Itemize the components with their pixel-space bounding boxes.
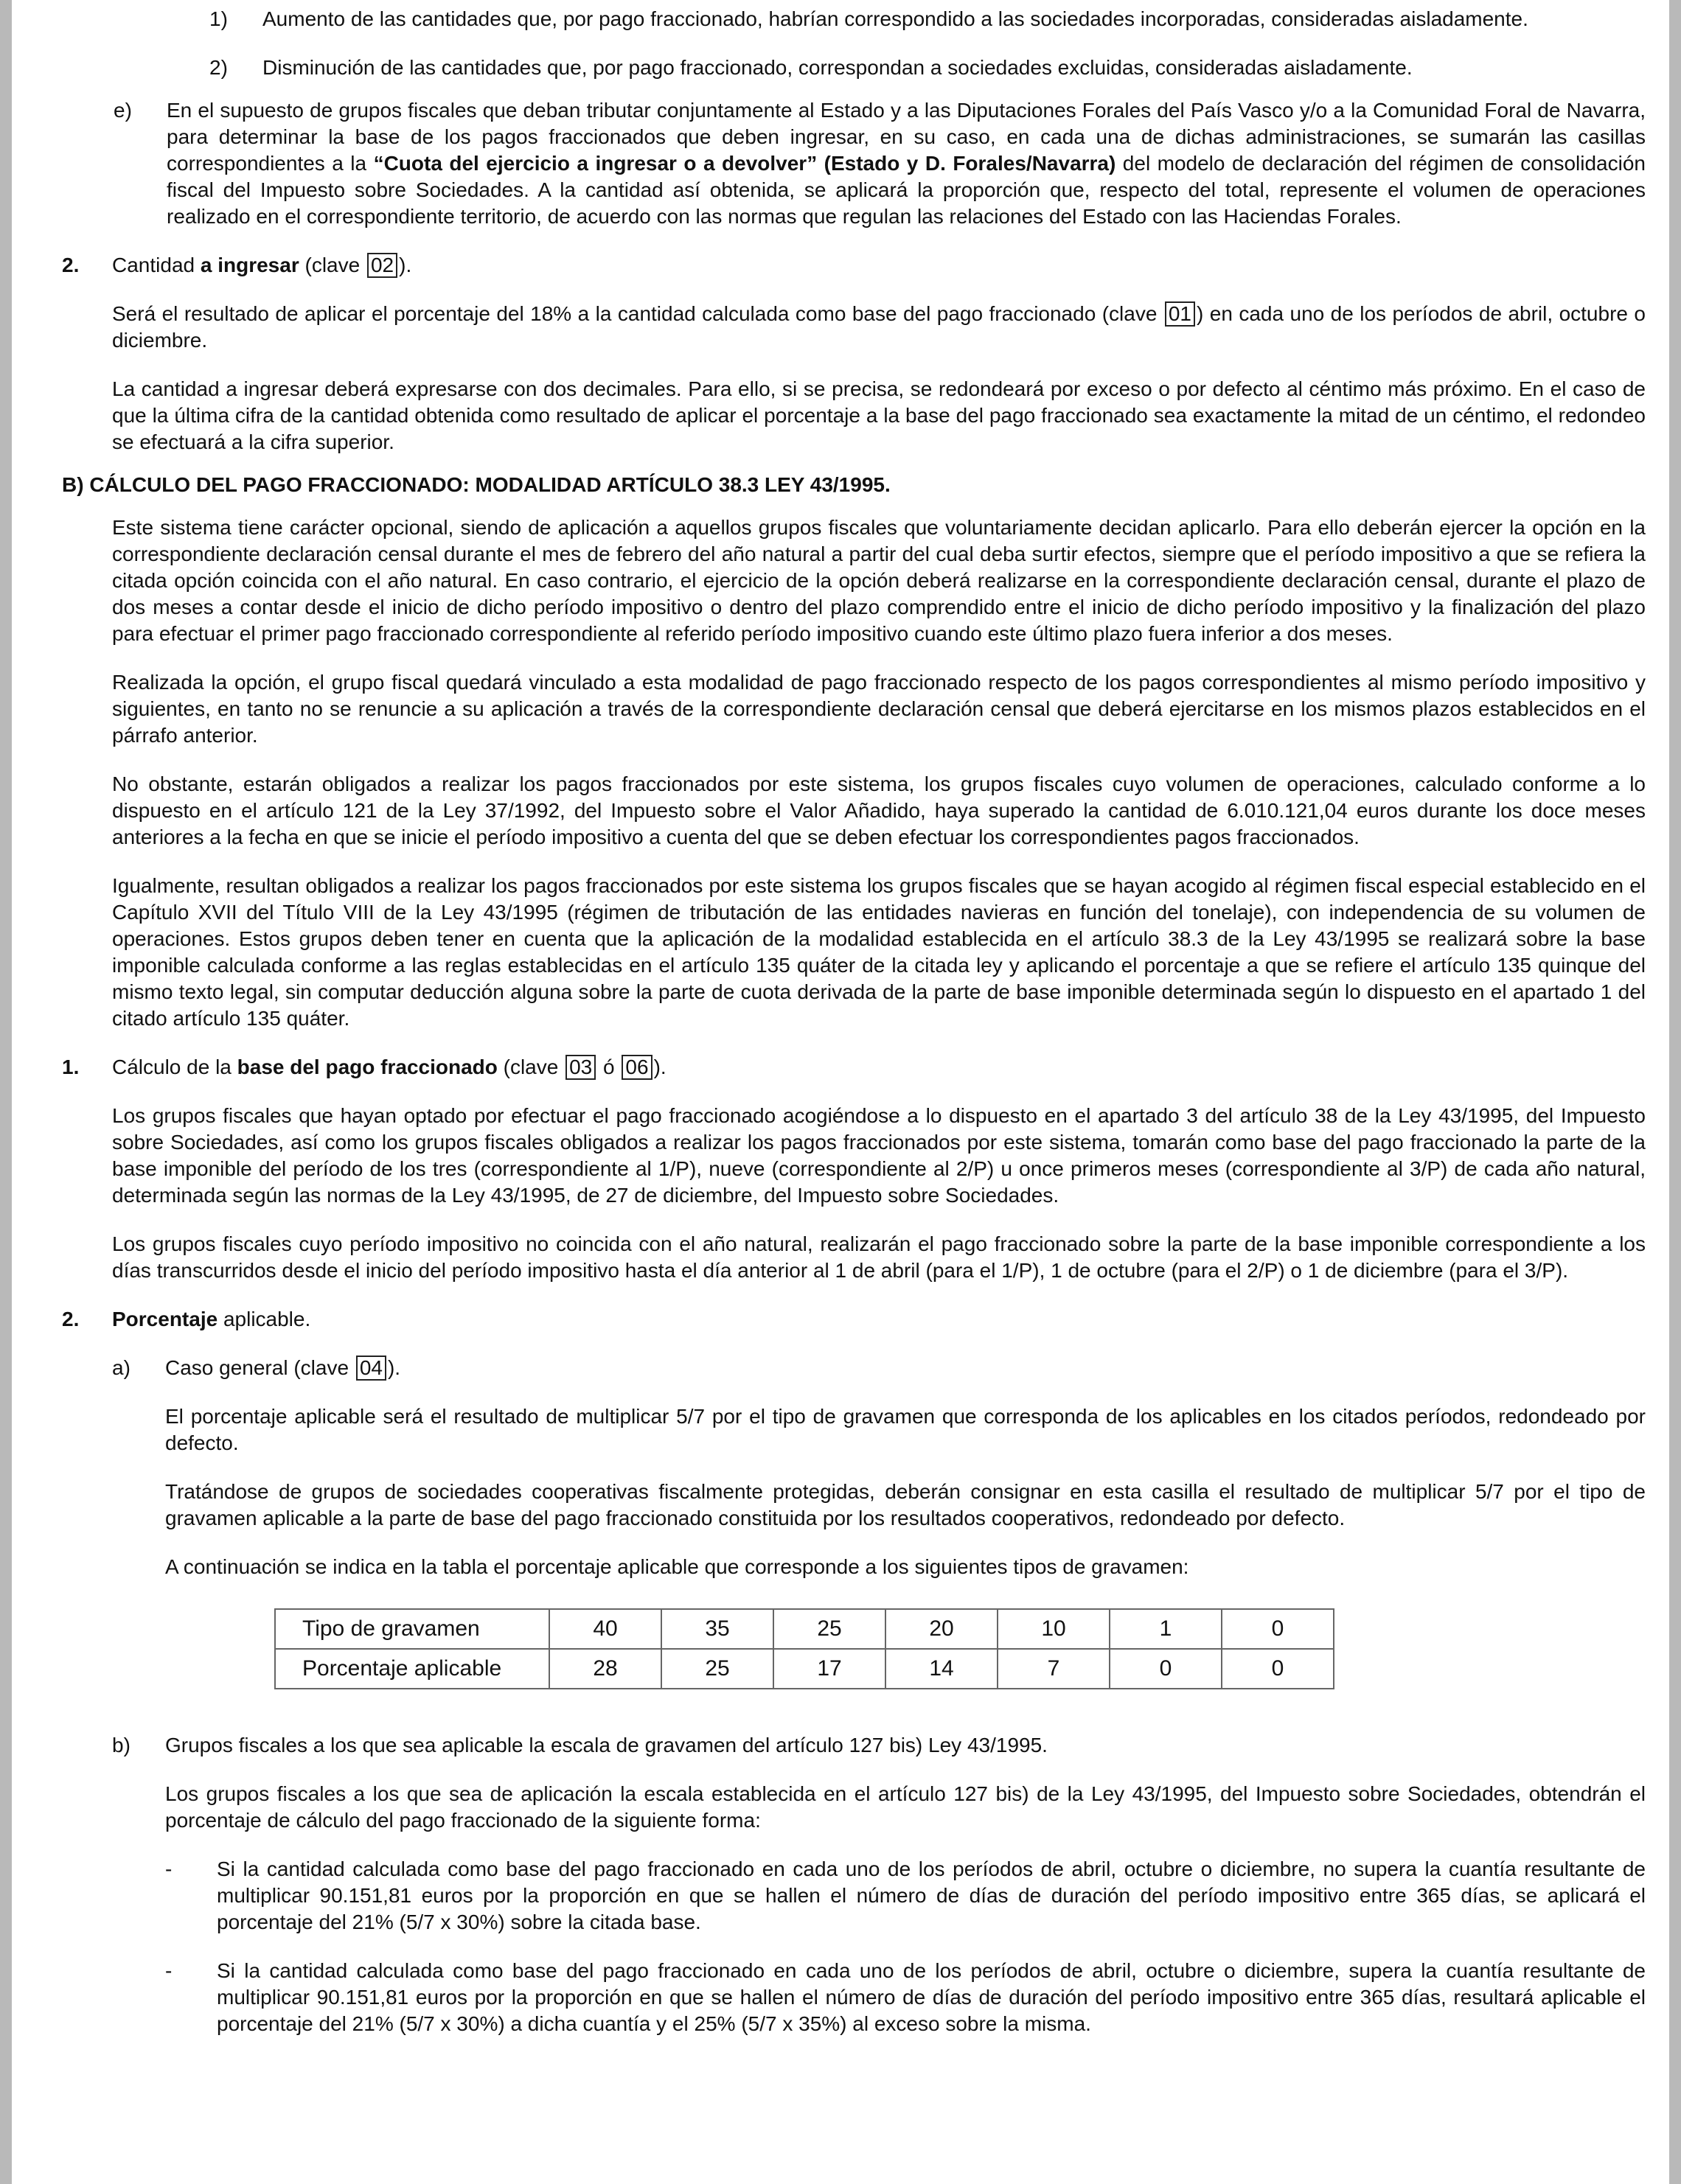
code-box: 06 (622, 1055, 652, 1080)
item-text: Grupos fiscales a los que sea aplicable la escala de gravamen del artículo 127 bis) Ley 43/1995. (165, 1734, 1048, 1756)
item-label: 2) (209, 56, 228, 79)
table-row (275, 1609, 1334, 1649)
table-cell: 40 (549, 1609, 661, 1649)
row-header: Tipo de gravamen (275, 1609, 549, 1649)
section-number: 1. (62, 1056, 80, 1078)
bullet-marker: - (165, 1959, 173, 1982)
text-part: ó (597, 1056, 621, 1078)
table-cell: 0 (1222, 1649, 1334, 1689)
text-part: Cantidad (112, 254, 201, 276)
item-label: e) (114, 99, 132, 122)
item-text: Disminución de las cantidades que, por pago fraccionado, correspondan a sociedades excluidas, consideradas aisladamente. (262, 56, 1413, 79)
section-heading (62, 1306, 1646, 1333)
list-item (209, 55, 1646, 81)
text-part: ). (653, 1056, 667, 1078)
text-part: (clave (299, 254, 366, 276)
paragraph: El porcentaje aplicable será el resultado de multiplicar 5/7 por el tipo de gravamen que corresponda de los aplicables en los citados períodos, redondeado por defecto. (165, 1405, 1646, 1454)
list-item (209, 6, 1646, 32)
text-part: del modelo de declaración del régimen de consolidación fiscal del Impuesto sobre Sociedades. A la cantidad así obtenida, se aplicará la proporción que, respecto del total, represente el volumen de operaciones realizado en el correspondiente territorio, de acuerdo con las normas que regulan las relaciones del Estado con las Haciendas Forales. (167, 152, 1646, 228)
paragraph: Este sistema tiene carácter opcional, siendo de aplicación a aquellos grupos fiscales que voluntariamente decidan aplicarlo. Para ello deberán ejercer la opción en la correspondiente declaración censal durante el mes de febrero del año natural a partir del cual deba surtir efectos, siempre que el período impositivo a que se refiera la citada opción coincida con el año natural. En caso contrario, el ejercicio de la opción deberá realizarse en la correspondiente declaración censal, durante el plazo de dos meses a contar desde el inicio de dicho período impositivo o dentro del plazo comprendido entre el inicio de dicho período impositivo y la finalización del plazo para efectuar el primer pago fraccionado correspondiente al referido período impositivo cuando este último plazo fuera inferior a dos meses. (112, 516, 1646, 645)
bullet-marker: - (165, 1857, 173, 1880)
bullet-text: Si la cantidad calculada como base del pago fraccionado en cada uno de los períodos de abril, octubre o diciembre, supera la cuantía resultante de multiplicar 90.151,81 euros por la proporción en que se hallen el número de días de duración del período impositivo entre 365 días, resultará aplicable el porcentaje del 21% (5/7 x 30%) a dicha cuantía y el 25% (5/7 x 35%) al exceso sobre la misma. (217, 1959, 1646, 2035)
table-cell: 20 (885, 1609, 998, 1649)
text-part: En el supuesto de grupos fiscales que deban tributar conjuntamente al Estado y a las Diputaciones Forales del País Vasco y/o a la Comunidad Foral de Navarra, para determinar la base de los pagos fraccionados que deben ingresar, en su caso, en cada una de dichas administraciones, se sumarán las casillas correspondientes a la (167, 99, 1646, 175)
section-title (112, 252, 1646, 279)
table-cell: 7 (998, 1649, 1110, 1689)
section-title (112, 1306, 1646, 1333)
table-row (275, 1649, 1334, 1689)
section-number: 2. (62, 254, 80, 276)
table-cell: 0 (1110, 1649, 1222, 1689)
bullet-item (165, 1856, 1646, 1936)
section-heading (62, 252, 1646, 279)
text-part: aplicable. (217, 1308, 311, 1330)
text-part: Caso general (clave (165, 1356, 355, 1379)
code-box: 03 (565, 1055, 596, 1080)
list-item-b (112, 1732, 1646, 1759)
bold-text: Porcentaje (112, 1308, 218, 1330)
text-part: Cálculo de la (112, 1056, 237, 1078)
text-part: Será el resultado de aplicar el porcentaje del 18% a la cantidad calculada como base del pago fraccionado (clave (112, 302, 1163, 325)
table-cell: 35 (661, 1609, 773, 1649)
table-cell: 14 (885, 1649, 998, 1689)
paragraph: Los grupos fiscales cuyo período impositivo no coincida con el año natural, realizarán el pago fraccionado sobre la parte de la base imponible correspondiente a los días transcurridos desde el inicio del período impositivo hasta el día anterior al 1 de abril (para el 1/P), 1 de octubre (para el 2/P) o 1 de diciembre (para el 3/P). (112, 1232, 1646, 1282)
bold-text: a ingresar (200, 254, 299, 276)
item-text: Aumento de las cantidades que, por pago fraccionado, habrían correspondido a las sociedades incorporadas, consideradas aisladamente. (262, 7, 1528, 30)
paragraph: Realizada la opción, el grupo fiscal quedará vinculado a esta modalidad de pago fraccionado respecto de los pagos correspondientes al mismo período impositivo y siguientes, en tanto no se renuncie a su aplicación a través de la correspondiente declaración censal que deberá ejercitarse en los mismos plazos establecidos en el párrafo anterior. (112, 671, 1646, 747)
code-box: 01 (1165, 301, 1195, 327)
item-text (165, 1355, 1646, 1381)
bullet-item (165, 1958, 1646, 2037)
code-box: 02 (367, 253, 397, 278)
paragraph: Los grupos fiscales que hayan optado por efectuar el pago fraccionado acogiéndose a lo dispuesto en el apartado 3 del artículo 38 de la Ley 43/1995, del Impuesto sobre Sociedades, así como los grupos fiscales obligados a realizar los pagos fraccionados por este sistema, tomarán como base del pago fraccionado la parte de la base imponible del período de los tres (correspondiente al 1/P), nueve (correspondiente al 2/P) u once primeros meses (correspondiente al 3/P) de cada año natural, determinada según las normas de la Ley 43/1995, de 27 de diciembre, del Impuesto sobre Sociedades. (112, 1104, 1646, 1207)
text-part: (clave (497, 1056, 565, 1078)
table-cell: 0 (1222, 1609, 1334, 1649)
paragraph: No obstante, estarán obligados a realizar los pagos fraccionados por este sistema, los grupos fiscales cuyo volumen de operaciones, calculado conforme a lo dispuesto en el artículo 121 de la Ley 37/1992, del Impuesto sobre el Valor Añadido, haya superado la cantidad de 6.010.121,04 euros durante los doce meses anteriores a la fecha en que se inicie el período impositivo a cuenta del que se deben efectuar los correspondientes pagos fraccionados. (112, 772, 1646, 848)
code-box: 04 (356, 1356, 386, 1381)
section-b-heading: B) CÁLCULO DEL PAGO FRACCIONADO: MODALIDAD ARTÍCULO 38.3 LEY 43/1995. (62, 473, 891, 496)
paragraph (112, 301, 1646, 354)
bold-text: “Cuota del ejercicio a ingresar o a devolver” (Estado y D. Forales/Navarra) (373, 152, 1116, 175)
section-heading (62, 1054, 1646, 1081)
document-page (12, 0, 1669, 2184)
bold-text: base del pago fraccionado (237, 1056, 498, 1078)
table-cell: 10 (998, 1609, 1110, 1649)
item-label: b) (112, 1734, 130, 1756)
item-label: 1) (209, 7, 228, 30)
item-text (167, 97, 1646, 230)
table-cell: 25 (773, 1609, 885, 1649)
section-title (112, 1054, 1646, 1081)
row-header: Porcentaje aplicable (275, 1649, 549, 1689)
rate-table (274, 1608, 1334, 1689)
text-part: ). (399, 254, 412, 276)
table-cell: 28 (549, 1649, 661, 1689)
item-label: a) (112, 1356, 130, 1379)
list-item-e (114, 97, 1646, 230)
table-cell: 1 (1110, 1609, 1222, 1649)
section-number: 2. (62, 1308, 80, 1330)
text-part: ) en cada uno de los períodos de abril, octubre o diciembre. (112, 302, 1646, 352)
paragraph: Tratándose de grupos de sociedades cooperativas fiscalmente protegidas, deberán consignar en esta casilla el resultado de multiplicar 5/7 por el tipo de gravamen aplicable a la parte de base del pago fraccionado constituida por los resultados cooperativos, redondeado por defecto. (165, 1480, 1646, 1529)
document-content (62, 3, 1646, 2037)
text-part: ). (387, 1356, 401, 1379)
paragraph: La cantidad a ingresar deberá expresarse con dos decimales. Para ello, si se precisa, se redondeará por exceso o por defecto al céntimo más próximo. En el caso de que la última cifra de la cantidad obtenida como resultado de aplicar el porcentaje a la base del pago fraccionado sea exactamente la mitad de un céntimo, el redondeo se efectuará a la cifra superior. (112, 377, 1646, 453)
paragraph: Los grupos fiscales a los que sea de aplicación la escala establecida en el artículo 127 bis) de la Ley 43/1995, del Impuesto sobre Sociedades, obtendrán el porcentaje de cálculo del pago fraccionado de la siguiente forma: (165, 1782, 1646, 1832)
bullet-text: Si la cantidad calculada como base del pago fraccionado en cada uno de los períodos de abril, octubre o diciembre, no supera la cuantía resultante de multiplicar 90.151,81 euros por la proporción en que se hallen el número de días de duración del período impositivo entre 365 días, se aplicará el porcentaje del 21% (5/7 x 30%) sobre la citada base. (217, 1857, 1646, 1933)
list-item-a (112, 1355, 1646, 1381)
table-cell: 25 (661, 1649, 773, 1689)
table-cell: 17 (773, 1649, 885, 1689)
paragraph: A continuación se indica en la tabla el porcentaje aplicable que corresponde a los siguientes tipos de gravamen: (165, 1555, 1189, 1578)
paragraph: Igualmente, resultan obligados a realizar los pagos fraccionados por este sistema los grupos fiscales que se hayan acogido al régimen fiscal especial establecido en el Capítulo XVII del Título VIII de la Ley 43/1995 (régimen de tributación de las entidades navieras en función del tonelaje), con independencia de su volumen de operaciones. Estos grupos deben tener en cuenta que la aplicación de la modalidad establecida en el artículo 38.3 de la Ley 43/1995 se realizará sobre la base imponible calculada conforme a las reglas establecidas en el artículo 135 quáter de la citada ley y aplicando el porcentaje a que se refiere el artículo 135 quinque del mismo texto legal, sin computar deducción alguna sobre la parte de cuota derivada de la parte de base imponible determinada según lo dispuesto en el apartado 1 del citado artículo 135 quáter. (112, 874, 1646, 1030)
